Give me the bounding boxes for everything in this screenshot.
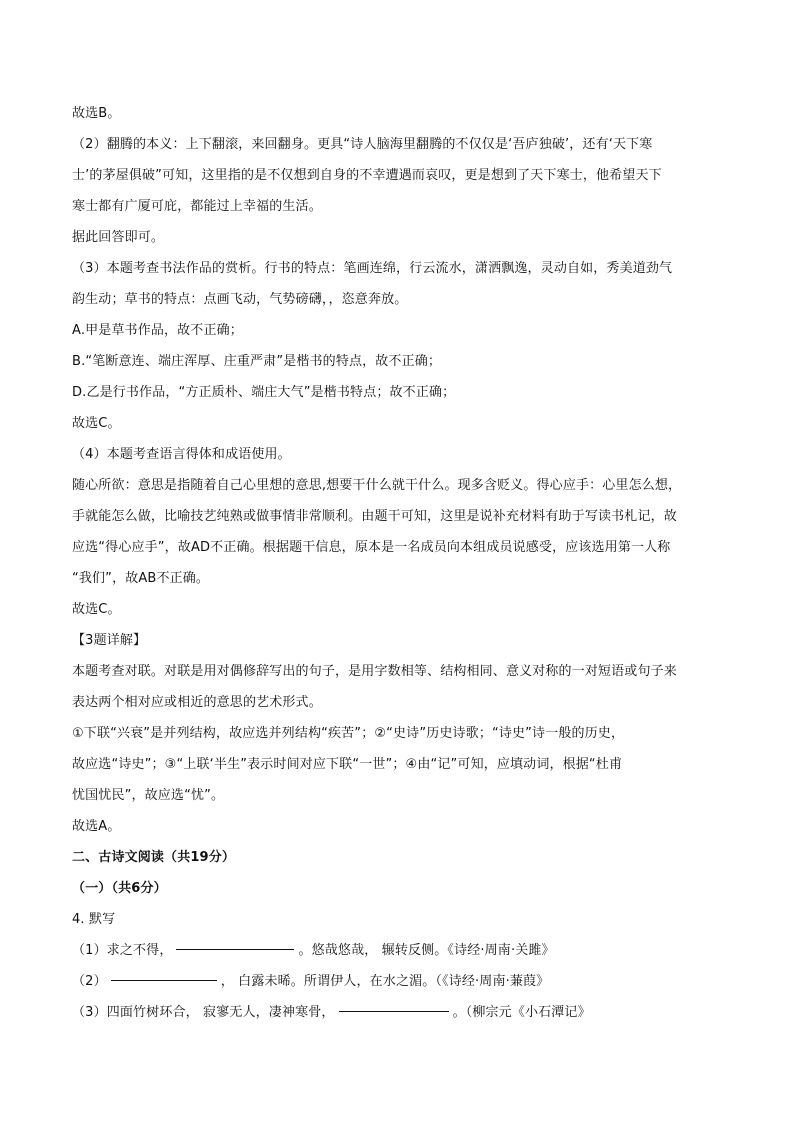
document-page: [72, 98, 722, 1028]
text-line: 表达两个相对应或相近的意思的艺术形式。: [72, 695, 322, 710]
fill-blank-item: [72, 997, 722, 1028]
item-suffix: 。悠哉悠哉， 辗转反侧。《诗经·周南·关雎》: [298, 943, 555, 958]
item-suffix: 。（柳宗元《小石潭记》: [452, 1005, 591, 1020]
text-line: 本题考查对联。对联是用对偶修辞写出的句子，是用字数相等、结构相同、意义对称的一对短语或句子来: [72, 664, 677, 679]
text-line: 故选C。: [72, 416, 121, 431]
answer-blank[interactable]: [339, 1010, 449, 1012]
fill-blank-item: [72, 935, 722, 966]
item-suffix: ， 白露未晞。所谓伊人，在水之湄。（《诗经·周南·蒹葭》: [220, 974, 550, 989]
item-prefix: （3）四面竹树环合， 寂寥无人，凄神寒骨，: [72, 1005, 335, 1020]
text-line: 手就能怎么做，比喻技艺纯熟或做事情非常顺利。由题干可知，这里是说补充材料有助于写读书札记，故: [72, 509, 677, 524]
item-prefix: （2）: [72, 974, 107, 989]
text-line: D.乙是行书作品，“方正质朴、端庄大气”是楷书特点；故不正确；: [72, 385, 456, 400]
text-line: （2）翻腾的本义：上下翻滚，来回翻身。更具“诗人脑海里翻腾的不仅仅是‘吾庐独破’，还有‘天下寒: [72, 137, 653, 152]
answer-blank[interactable]: [176, 948, 294, 950]
text-line: 故选B。: [72, 106, 121, 121]
text-line: 故选C。: [72, 602, 121, 617]
question-title: 4. 默写: [72, 912, 116, 927]
section-title: 二、古诗文阅读（共19分）: [72, 850, 236, 865]
text-line: 寒士都有广厦可庇，都能过上幸福的生活。: [72, 199, 322, 214]
fill-blank-item: [72, 966, 722, 997]
item-prefix: （1）求之不得，: [72, 943, 173, 958]
text-line: 韵生动；草书的特点：点画飞动，气势磅礴，，恣意奔放。: [72, 292, 408, 307]
text-line: （3）本题考查书法作品的赏析。行书的特点：笔画连绵，行云流水，潇洒飘逸，灵动自如，秀美道劲气: [72, 261, 673, 276]
text-line: 应选“得心应手”，故AD不正确。根据题干信息，原本是一名成员向本组成员说感受，应该选用第一人称: [72, 540, 671, 555]
section-subtitle: （一）（共6分）: [72, 881, 167, 896]
question-heading: 【3题详解】: [72, 633, 147, 648]
text-line: A.甲是草书作品，故不正确；: [72, 323, 243, 338]
text-line: B.“笔断意连、端庄浑厚、庄重严肃”是楷书的特点，故不正确；: [72, 354, 442, 369]
text-line: 据此回答即可。: [72, 230, 165, 245]
text-line: “我们”，故AB不正确。: [72, 571, 210, 586]
text-line: 忧国忧民”，故应选“忧”。: [72, 788, 225, 803]
text-line: （4）本题考查语言得体和成语使用。: [72, 447, 291, 462]
text-line: ①下联“兴衰”是并列结构，故应选并列结构“疾苦”；②“史诗”历史诗歌；“诗史”诗一般的历史，: [72, 726, 625, 741]
text-line: 士’的茅屋俱破”可知，这里指的是不仅想到自身的不幸遭遇而哀叹，更是想到了天下寒士，他希望天下: [72, 168, 662, 183]
text-line: 故应选“诗史”；③“上联‘半生”表示时间对应下联“一世”；④由“记”可知，应填动词，根据“杜甫: [72, 757, 623, 772]
text-line: 随心所欲：意思是指随着自己心里想的意思,想要干什么就干什么。现多含贬义。得心应手：心里怎么想，: [72, 478, 682, 493]
text-line: 故选A。: [72, 819, 121, 834]
answer-blank[interactable]: [111, 979, 217, 981]
